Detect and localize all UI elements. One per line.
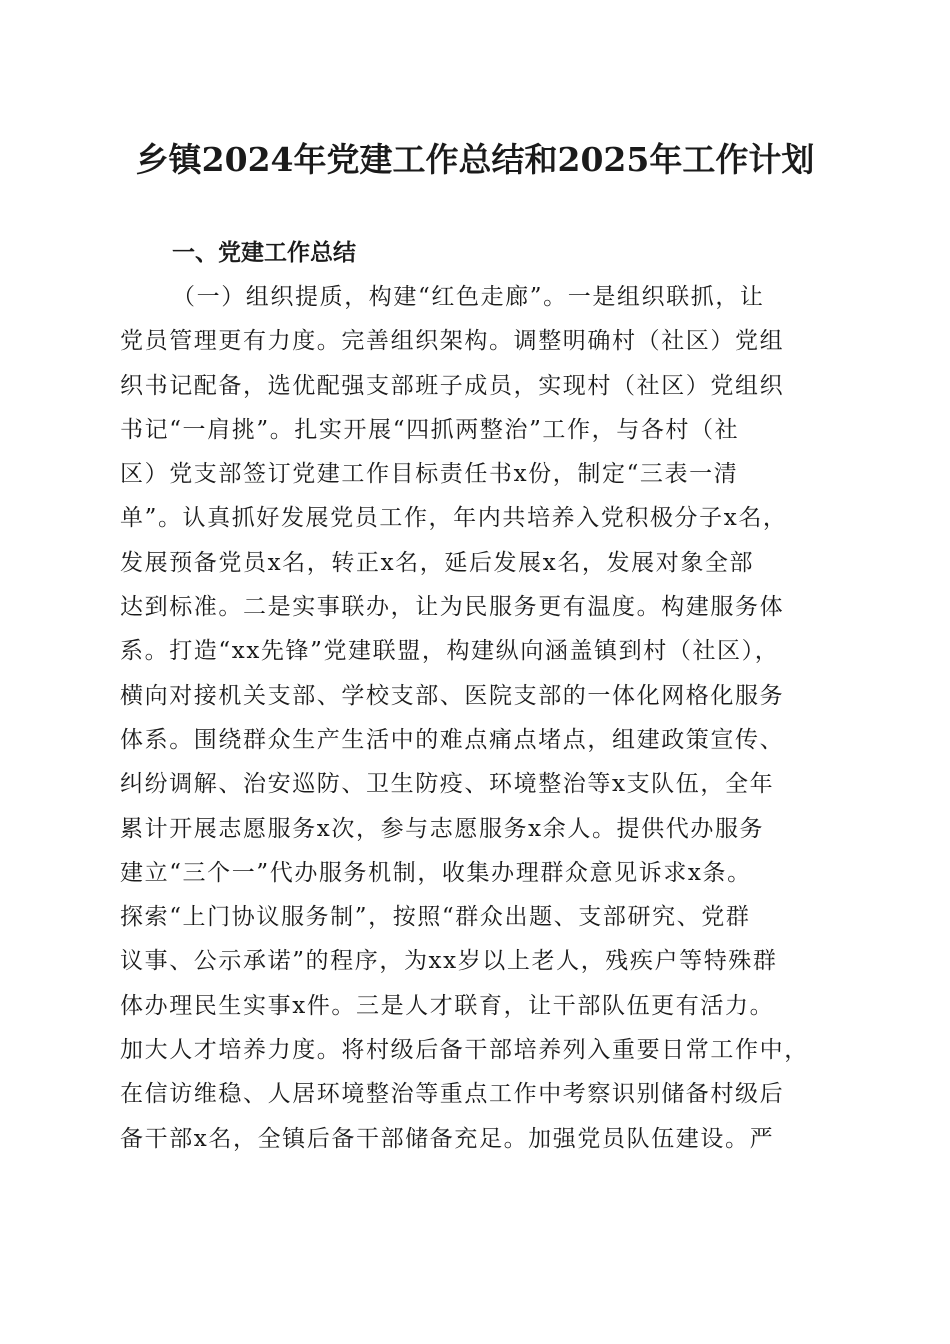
paragraph-line: 体办理民生实事x件。三是人才联育，让干部队伍更有活力。	[120, 992, 775, 1019]
paragraph-line: 单”。认真抓好发展党员工作，年内共培养入党积极分子x名，	[120, 505, 788, 532]
paragraph-line: 在信访维稳、人居环境整治等重点工作中考察识别储备村级后	[120, 1081, 785, 1108]
paragraph-line: 书记“一肩挑”。扎实开展“四抓两整治”工作，与各村（社	[120, 416, 740, 443]
paragraph-line: 体系。围绕群众生产生活中的难点痛点堵点，组建政策宣传、	[120, 726, 785, 753]
paragraph-line: 党员管理更有力度。完善组织架构。调整明确村（社区）党组	[120, 328, 785, 355]
paragraph-line: 累计开展志愿服务x次，参与志愿服务x余人。提供代办服务	[120, 815, 765, 842]
paragraph-line: 建立“三个一”代办服务机制，收集办理群众意见诉求x条。	[120, 859, 752, 886]
section-heading: 一、党建工作总结	[172, 240, 356, 266]
paragraph-line: 达到标准。二是实事联办，让为民服务更有温度。构建服务体	[120, 594, 785, 621]
body-paragraph	[120, 275, 832, 1161]
paragraph-line: 纠纷调解、治安巡防、卫生防疫、环境整治等x支队伍，全年	[120, 771, 775, 798]
paragraph-line: 加大人才培养力度。将村级后备干部培养列入重要日常工作中，	[120, 1037, 809, 1064]
paragraph-line: （一）组织提质，构建“红色走廊”。一是组织联抓，让	[172, 284, 765, 310]
paragraph-line: 织书记配备，选优配强支部班子成员，实现村（社区）党组织	[120, 372, 785, 399]
paragraph-line: 议事、公示承诺”的程序，为xx岁以上老人，残疾户等特殊群	[120, 948, 778, 975]
paragraph-line: 系。打造“xx先锋”党建联盟，构建纵向涵盖镇到村（社区），	[120, 638, 780, 665]
paragraph-line: 区）党支部签订党建工作目标责任书x份，制定“三表一清	[120, 461, 739, 488]
document-title: 乡镇2024年党建工作总结和2025年工作计划	[135, 140, 815, 179]
paragraph-line: 探索“上门协议服务制”，按照“群众出题、支部研究、党群	[120, 904, 751, 931]
paragraph-line: 横向对接机关支部、学校支部、医院支部的一体化网格化服务	[120, 682, 785, 709]
paragraph-line: 发展预备党员x名，转正x名，延后发展x名，发展对象全部	[120, 549, 755, 576]
paragraph-line: 备干部x名，全镇后备干部储备充足。加强党员队伍建设。严	[120, 1125, 775, 1152]
